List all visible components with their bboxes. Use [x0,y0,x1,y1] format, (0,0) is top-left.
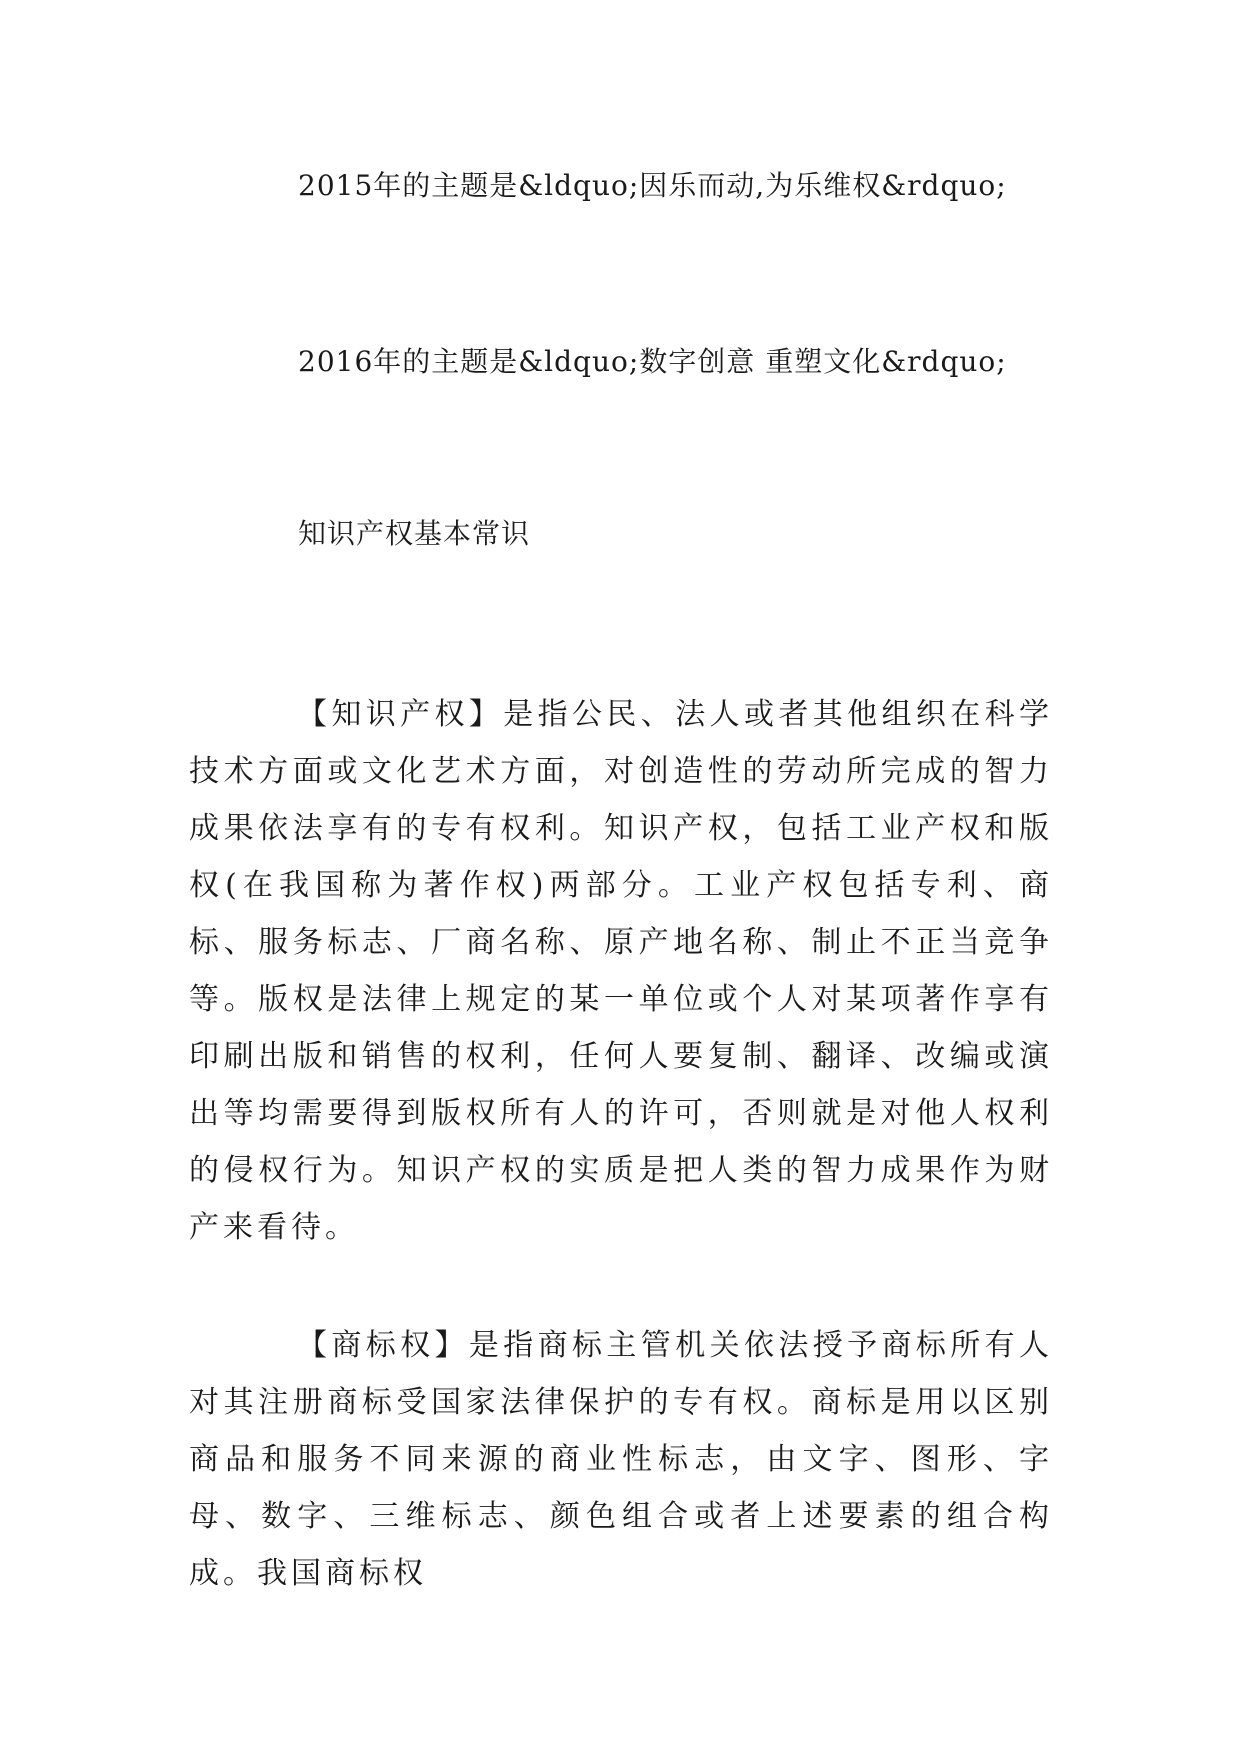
theme-2016-line: 2016年的主题是&ldquo;数字创意 重塑文化&rdquo; [298,345,1007,378]
theme-2015-line: 2015年的主题是&ldquo;因乐而动,为乐维权&rdquo; [298,169,1007,202]
section-heading: 知识产权基本常识 [298,517,531,550]
intellectual-property-paragraph: 【知识产权】是指公民、法人或者其他组织在科学技术方面或文化艺术方面，对创造性的劳动所完成的智力成果依法享有的专有权利。知识产权，包括工业产权和版权(在我国称为著作权)两部分。工业产权包括专利、商标、服务标志、厂商名称、原产地名称、制止不正当竞争等。版权是法律上规定的某一单位或个人对某项著作享有印刷出版和销售的权利，任何人要复制、翻译、改编或演出等均需要得到版权所有人的许可，否则就是对他人权利的侵权行为。知识产权的实质是把人类的智力成果作为财产来看待。 [189,697,1053,1245]
trademark-right-paragraph: 【商标权】是指商标主管机关依法授予商标所有人对其注册商标受国家法律保护的专有权。商标是用以区别商品和服务不同来源的商业性标志，由文字、图形、字母、数字、三维标志、颜色组合或者上述要素的组合构成。我国商标权 [189,1328,1053,1591]
